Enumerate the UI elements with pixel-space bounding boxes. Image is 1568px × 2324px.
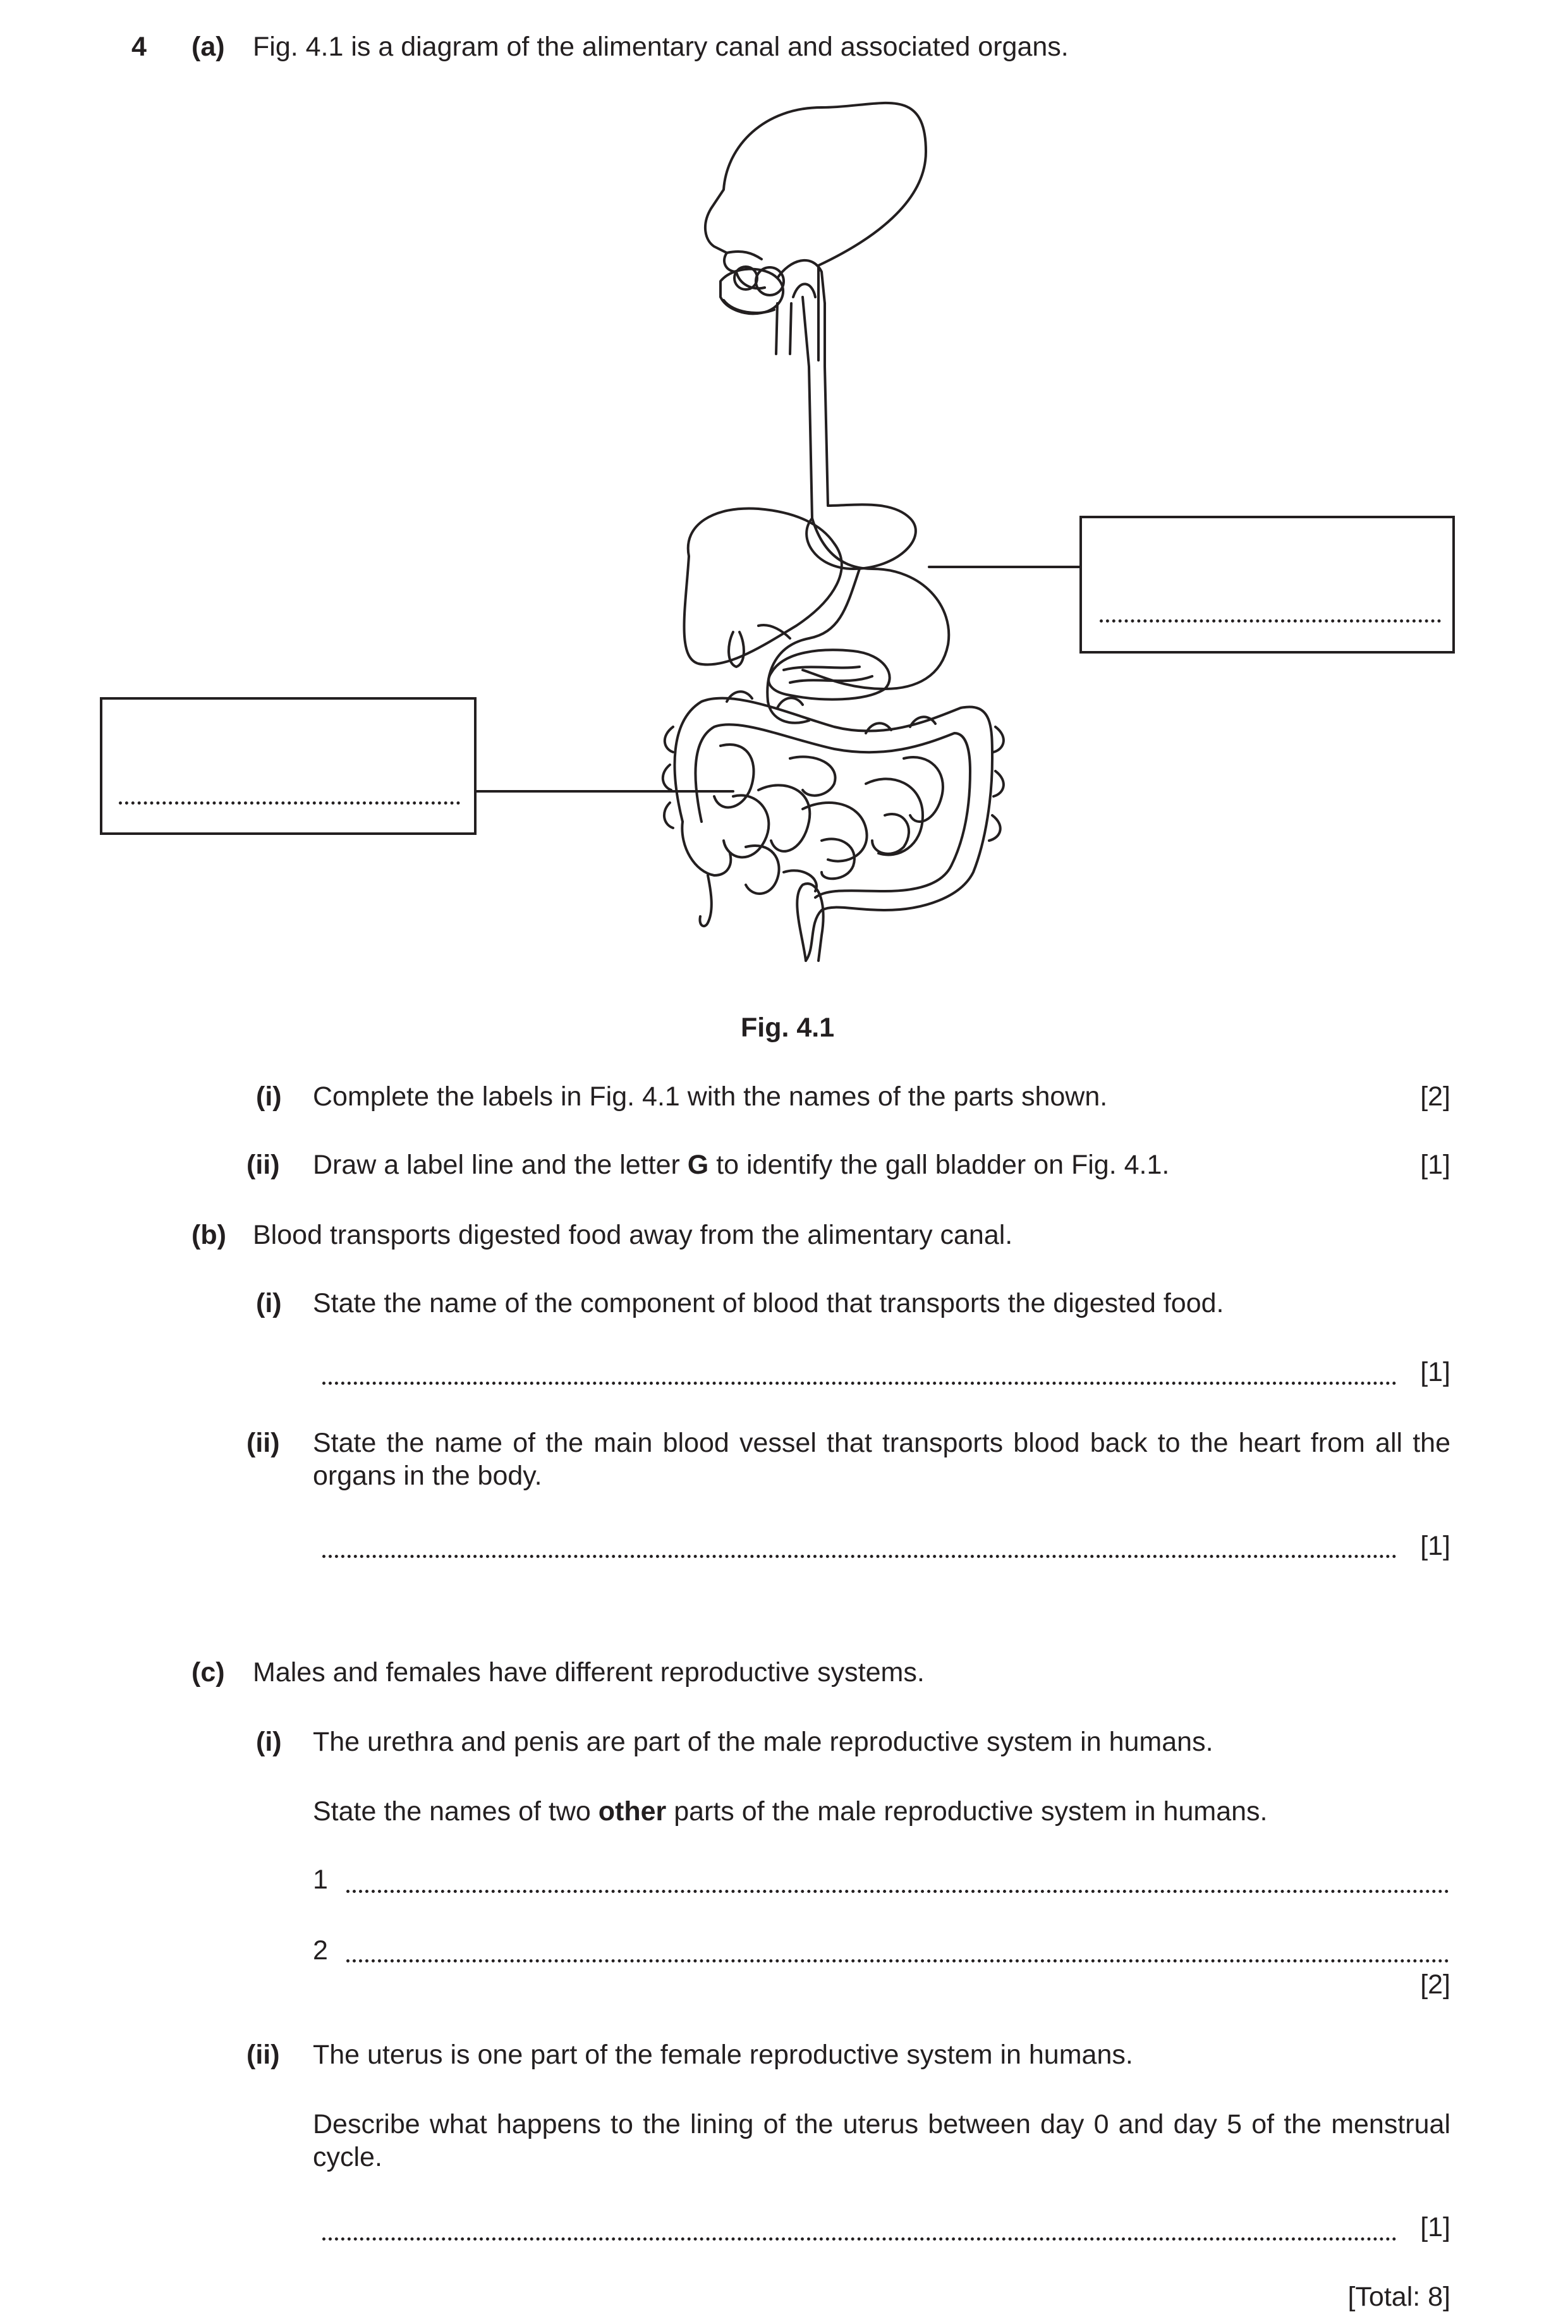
part-a-ii-label: (ii) [246, 1150, 280, 1180]
part-c-i-line1-number: 1 [313, 1865, 328, 1895]
part-c-i-text2: State the names of two other parts of the male reproductive system in humans. [313, 1796, 1268, 1827]
part-a-intro: Fig. 4.1 is a diagram of the alimentary canal and associated organs. [253, 32, 1069, 62]
part-c-i-marks: [2] [1420, 1969, 1450, 2000]
part-b-ii-label: (ii) [246, 1428, 280, 1458]
part-b-ii-text: State the name of the main blood vessel that transports blood back to the heart from all the organs in the body. [313, 1428, 1450, 1491]
figure-caption: Fig. 4.1 [741, 1013, 835, 1043]
part-c-ii-answer-line[interactable] [322, 2237, 1397, 2241]
question-number: 4 [131, 32, 147, 62]
part-b-ii-marks: [1] [1420, 1531, 1450, 1561]
part-a-i-label: (i) [256, 1081, 282, 1112]
part-c-label: (c) [191, 1657, 225, 1688]
small-intestine-label-box[interactable] [100, 697, 477, 835]
part-c-i-line2-number: 2 [313, 1935, 328, 1966]
alimentary-canal-diagram [0, 0, 1568, 986]
part-b-i-answer-line[interactable] [322, 1382, 1397, 1385]
part-a-i-text: Complete the labels in Fig. 4.1 with the names of the parts shown. [313, 1081, 1108, 1112]
part-c-ii-text2: Describe what happens to the lining of the uterus between day 0 and day 5 of the menstrual cycle. [313, 2109, 1450, 2172]
total-marks: [Total: 8] [1347, 2282, 1450, 2312]
stomach-label-box[interactable] [1079, 516, 1455, 654]
small-intestine-label-answer-line[interactable] [119, 801, 460, 805]
part-b-intro: Blood transports digested food away from the alimentary canal. [253, 1220, 1013, 1250]
part-b-i-marks: [1] [1420, 1357, 1450, 1387]
part-b-label: (b) [191, 1220, 226, 1250]
part-a-ii-marks: [1] [1420, 1150, 1450, 1180]
part-c-i-answer-line-2[interactable] [346, 1959, 1449, 1962]
part-a-ii-text: Draw a label line and the letter G to identify the gall bladder on Fig. 4.1. [313, 1150, 1170, 1180]
part-b-i-text: State the name of the component of blood that transports the digested food. [313, 1288, 1224, 1318]
part-c-i-answer-line-1[interactable] [346, 1890, 1449, 1893]
part-c-ii-label: (ii) [246, 2040, 280, 2070]
part-a-label: (a) [191, 32, 225, 62]
part-c-i-label: (i) [256, 1727, 282, 1757]
stomach-label-answer-line[interactable] [1100, 619, 1441, 623]
part-c-intro: Males and females have different reproductive systems. [253, 1657, 925, 1688]
part-b-i-label: (i) [256, 1288, 282, 1318]
part-c-ii-marks: [1] [1420, 2212, 1450, 2242]
part-a-i-marks: [2] [1420, 1081, 1450, 1112]
part-b-ii-answer-line[interactable] [322, 1555, 1397, 1558]
part-c-ii-text: The uterus is one part of the female reproductive system in humans. [313, 2040, 1133, 2070]
part-c-i-text: The urethra and penis are part of the male reproductive system in humans. [313, 1727, 1213, 1757]
